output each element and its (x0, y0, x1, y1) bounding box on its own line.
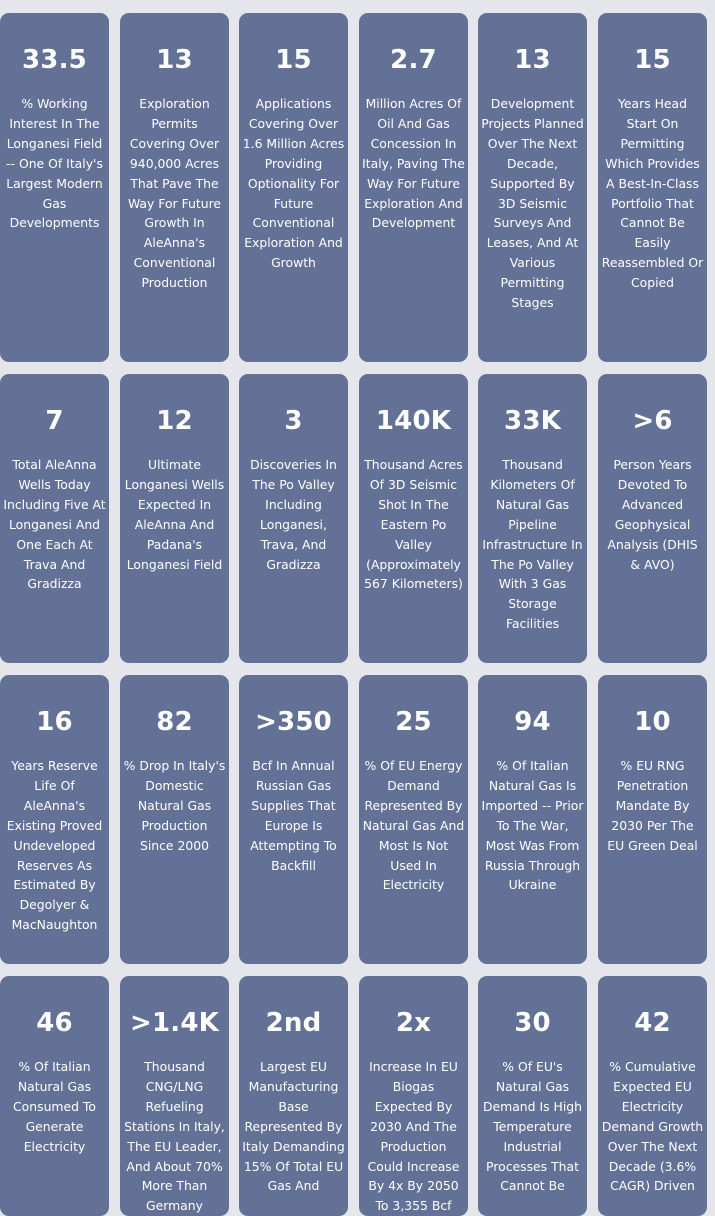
stat-value: 10 (634, 707, 671, 737)
stat-value: 94 (514, 707, 551, 737)
stat-card (598, 13, 707, 362)
stat-description: Discoveries In The Po Valley Including Longanesi, Trava, And Gradizza (250, 457, 337, 572)
stat-value: 2x (395, 1008, 432, 1038)
stat-description: Thousand CNG/LNG Refueling Stations In Italy, The EU Leader, And About 70% More Than Germany (124, 1059, 225, 1214)
stat-card (598, 675, 707, 964)
stat-card (478, 13, 587, 362)
stat-card (239, 976, 348, 1216)
stat-card (0, 374, 109, 663)
stat-description: Increase In EU Biogas Expected By 2030 And The Production Could Increase By 4x By 2050 To 3,355 Bcf (367, 1059, 460, 1214)
stat-card (239, 675, 348, 964)
stat-value: >1.4K (130, 1008, 219, 1038)
stat-description: % Cumulative Expected EU Electricity Demand Growth Over The Next Decade (3.6% CAGR) Driven (601, 1059, 704, 1194)
stat-value: 33K (504, 406, 561, 436)
stat-card (120, 374, 229, 663)
stat-description: % Of Italian Natural Gas Is Imported -- Prior To The War, Most Was From Russia Through Ukraine (481, 758, 584, 893)
stat-value: 140K (375, 406, 452, 436)
stat-value: 16 (36, 707, 73, 737)
stat-card (598, 976, 707, 1216)
stat-description: Largest EU Manufacturing Base Represented By Italy Demanding 15% Of Total EU Gas And (242, 1059, 345, 1194)
stat-value: 2nd (265, 1008, 322, 1038)
stat-description: % Drop In Italy's Domestic Natural Gas Production Since 2000 (123, 758, 226, 853)
stat-card (478, 675, 587, 964)
stat-value: 12 (156, 406, 193, 436)
stat-value: 25 (395, 707, 432, 737)
stat-card (359, 675, 468, 964)
stat-description: Applications Covering Over 1.6 Million Acres Providing Optionality For Future Conventional Exploration And Growth (242, 96, 345, 271)
stat-description: Bcf In Annual Russian Gas Supplies That Europe Is Attempting To Backfill (250, 758, 337, 873)
stat-value: 82 (156, 707, 193, 737)
stat-description: % Of Italian Natural Gas Consumed To Generate Electricity (13, 1059, 96, 1154)
stat-value: 15 (275, 45, 312, 75)
stat-card (120, 976, 229, 1216)
stat-card (0, 976, 109, 1216)
stat-value: >350 (255, 707, 332, 737)
stat-description: Ultimate Longanesi Wells Expected In AleAnna And Padana's Longanesi Field (124, 457, 225, 572)
stat-value: 15 (634, 45, 671, 75)
stat-description: Years Reserve Life Of AleAnna's Existing Proved Undeveloped Reserves As Estimated By Degolyer & MacNaughton (6, 758, 103, 933)
stat-card (359, 374, 468, 663)
stat-description: Thousand Acres Of 3D Seismic Shot In The Eastern Po Valley (Approximately 567 Kilometers) (364, 457, 463, 592)
stat-description: Development Projects Planned Over The Next Decade, Supported By 3D Seismic Surveys And Leases, And At Various Permitting Stages (481, 96, 584, 311)
stat-card (478, 374, 587, 663)
stat-value: 3 (284, 406, 303, 436)
stat-value: 13 (514, 45, 551, 75)
stat-card (120, 675, 229, 964)
stat-description: Exploration Permits Covering Over 940,000 Acres That Pave The Way For Future Growth In AleAnna's Conventional Production (127, 96, 222, 291)
stat-value: 33.5 (22, 45, 87, 75)
stat-description: Years Head Start On Permitting Which Provides A Best-In-Class Portfolio That Cannot Be Easily Reassembled Or Copied (601, 96, 704, 291)
stat-description: % Working Interest In The Longanesi Field -- One Of Italy's Largest Modern Gas Developments (6, 96, 103, 231)
stat-description: Total AleAnna Wells Today Including Five At Longanesi And One Each At Trava And Gradizza (3, 457, 106, 592)
stat-card (0, 13, 109, 362)
stat-card (598, 374, 707, 663)
stat-value: >6 (632, 406, 673, 436)
stat-description: Thousand Kilometers Of Natural Gas Pipeline Infrastructure In The Po Valley With 3 Gas Storage Facilities (482, 457, 583, 632)
stat-value: 30 (514, 1008, 551, 1038)
stat-card (359, 976, 468, 1216)
stat-description: % EU RNG Penetration Mandate By 2030 Per The EU Green Deal (607, 758, 698, 853)
stat-card (239, 13, 348, 362)
stat-value: 42 (634, 1008, 671, 1038)
stat-card (0, 675, 109, 964)
stat-description: % Of EU Energy Demand Represented By Natural Gas And Most Is Not Used In Electricity (362, 758, 465, 893)
stat-card (478, 976, 587, 1216)
stat-description: % Of EU's Natural Gas Demand Is High Temperature Industrial Processes That Cannot Be (482, 1059, 582, 1194)
stat-card (239, 374, 348, 663)
stat-value: 2.7 (390, 45, 437, 75)
stat-value: 46 (36, 1008, 73, 1038)
stat-description: Person Years Devoted To Advanced Geophysical Analysis (DHIS & AVO) (607, 457, 698, 572)
stat-card (359, 13, 468, 362)
stat-value: 13 (156, 45, 193, 75)
stat-description: Million Acres Of Oil And Gas Concession In Italy, Paving The Way For Future Exploration And Development (362, 96, 465, 231)
stat-card (120, 13, 229, 362)
stat-value: 7 (45, 406, 64, 436)
